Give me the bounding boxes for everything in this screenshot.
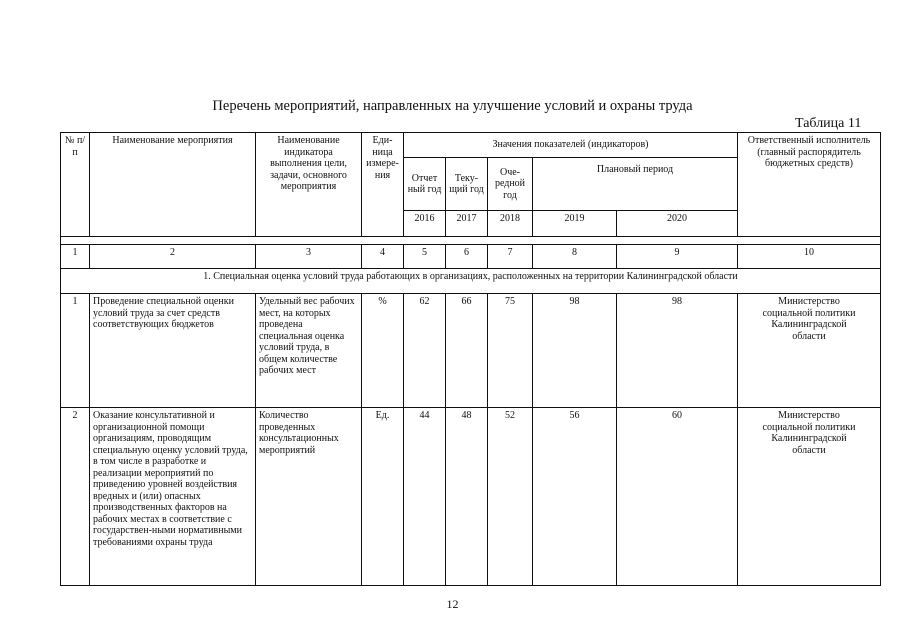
row-value-2019: 56 bbox=[533, 408, 617, 586]
header-report-year: Отчет ный год bbox=[404, 158, 446, 211]
header-current-year: Теку-щий год bbox=[446, 158, 488, 211]
header-indicator: Наименование индикатора выполнения цели, задачи, основного мероприятия bbox=[256, 133, 362, 237]
year-cell: 2020 bbox=[617, 211, 738, 237]
year-cell: 2019 bbox=[533, 211, 617, 237]
header-event: Наименование мероприятия bbox=[90, 133, 256, 237]
table-row bbox=[61, 408, 881, 586]
section-title: 1. Специальная оценка условий труда работающих в организациях, расположенных на территории Калининградской области bbox=[61, 269, 881, 294]
row-value-2020: 60 bbox=[617, 408, 738, 586]
header-num: № п/п bbox=[61, 133, 90, 237]
row-indicator: Удельный вес рабочих мест, на которых проведена специальная оценка условий труда, в общем количестве рабочих мест bbox=[256, 294, 362, 408]
column-number: 6 bbox=[446, 245, 488, 269]
column-number: 5 bbox=[404, 245, 446, 269]
year-cell: 2017 bbox=[446, 211, 488, 237]
row-value-2017: 66 bbox=[446, 294, 488, 408]
header-plan-period: Плановый период bbox=[533, 158, 738, 211]
measures-table bbox=[60, 132, 881, 586]
row-value-2016: 62 bbox=[404, 294, 446, 408]
row-indicator: Количество проведенных консультационных мероприятий bbox=[256, 408, 362, 586]
page-number: 12 bbox=[446, 597, 459, 611]
row-value-2018: 75 bbox=[488, 294, 533, 408]
column-number: 3 bbox=[256, 245, 362, 269]
row-responsible: Министерство социальной политики Калининградской области bbox=[738, 294, 881, 408]
header-unit: Еди-ница измере-ния bbox=[362, 133, 404, 237]
header-next-year: Оче-редной год bbox=[488, 158, 533, 211]
column-number: 4 bbox=[362, 245, 404, 269]
row-value-2016: 44 bbox=[404, 408, 446, 586]
year-cell: 2018 bbox=[488, 211, 533, 237]
row-unit: % bbox=[362, 294, 404, 408]
year-cell: 2016 bbox=[404, 211, 446, 237]
column-number: 2 bbox=[90, 245, 256, 269]
column-number: 1 bbox=[61, 245, 90, 269]
table-label: Таблица 11 bbox=[795, 116, 862, 131]
document-title: Перечень мероприятий, направленных на улучшение условий и охраны труда bbox=[212, 98, 693, 114]
column-number: 10 bbox=[738, 245, 881, 269]
row-num: 2 bbox=[61, 408, 90, 586]
table-row bbox=[61, 294, 881, 408]
row-value-2018: 52 bbox=[488, 408, 533, 586]
header-responsible: Ответственный исполнитель (главный распорядитель бюджетных средств) bbox=[738, 133, 881, 237]
row-num: 1 bbox=[61, 294, 90, 408]
header-values-group: Значения показателей (индикаторов) bbox=[404, 133, 738, 158]
row-event: Проведение специальной оценки условий труда за счет средств соответствующих бюджетов bbox=[90, 294, 256, 408]
row-value-2017: 48 bbox=[446, 408, 488, 586]
row-event: Оказание консультативной и организационной помощи организациям, проводящим специальную оценку условий труда, в том числе в разработке и реализации мероприятий по приведению уровней воздействия вредных и (или) опасных производственных факторов на рабочих местах в соответствие с государствен-ными нормативными требованиями охраны труда bbox=[90, 408, 256, 586]
row-responsible: Министерство социальной политики Калининградской области bbox=[738, 408, 881, 586]
row-unit: Ед. bbox=[362, 408, 404, 586]
column-number: 8 bbox=[533, 245, 617, 269]
header-gap bbox=[61, 237, 881, 245]
column-number: 7 bbox=[488, 245, 533, 269]
row-value-2020: 98 bbox=[617, 294, 738, 408]
row-value-2019: 98 bbox=[533, 294, 617, 408]
column-number: 9 bbox=[617, 245, 738, 269]
